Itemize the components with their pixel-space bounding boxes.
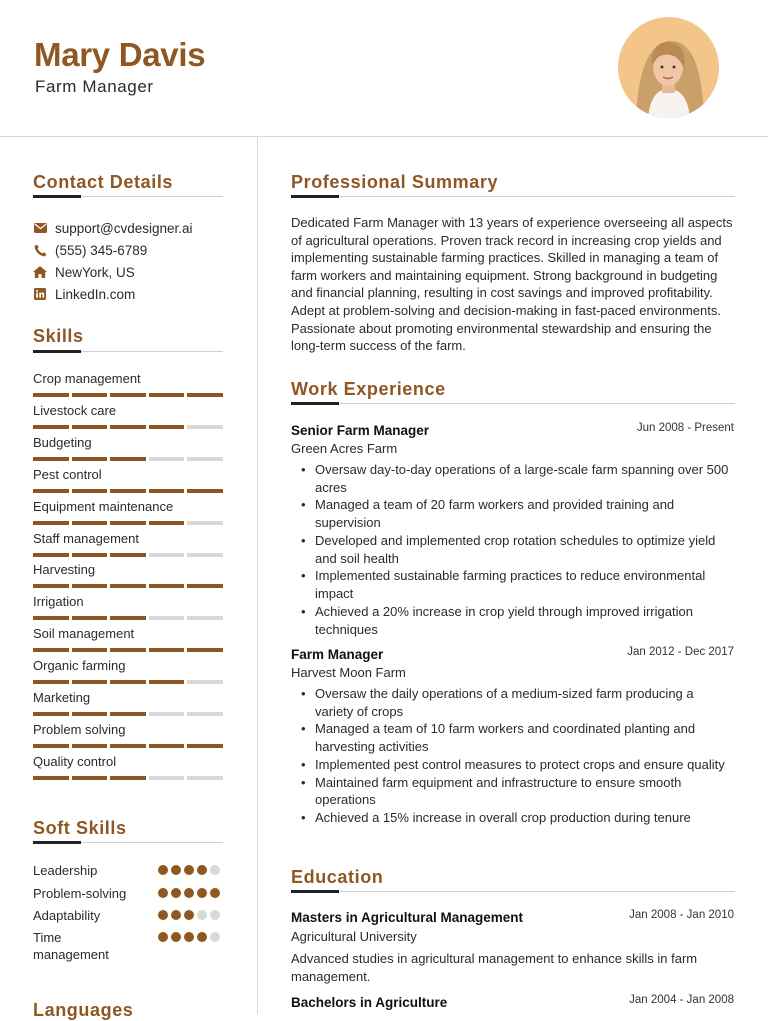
job-title: Senior Farm Manager <box>291 423 430 438</box>
soft-skill-item <box>33 885 223 902</box>
skill-level-segment <box>187 489 223 493</box>
skill-level-bar <box>33 584 223 588</box>
skill-item <box>33 403 223 429</box>
skill-level-segment <box>110 489 146 493</box>
soft-skill-item <box>33 907 223 924</box>
skill-level-segment <box>187 776 223 780</box>
skill-level-segment <box>187 393 223 397</box>
skill-label: Pest control <box>33 467 102 482</box>
skill-level-segment <box>33 584 69 588</box>
soft-skill-label: Time management <box>33 930 109 962</box>
rating-dot <box>197 932 207 942</box>
contact-section-rule <box>33 196 223 197</box>
rating-dot <box>158 932 168 942</box>
skill-level-segment <box>33 489 69 493</box>
skill-level-segment <box>149 616 185 620</box>
rating-dot <box>197 910 207 920</box>
skill-label: Equipment maintenance <box>33 499 174 514</box>
skill-label: Quality control <box>33 754 117 769</box>
job-bullet: • Managed a team of 20 farm workers and provided training and supervision <box>291 496 735 531</box>
skill-label: Organic farming <box>33 658 126 673</box>
contact-location <box>33 263 135 281</box>
skill-level-segment <box>187 553 223 557</box>
skill-level-segment <box>33 712 69 716</box>
education-section-title: Education <box>291 867 384 887</box>
contact-phone-text: (555) 345-6789 <box>55 242 148 258</box>
job-bullet: • Oversaw day-to-day operations of a large-scale farm spanning over 500 acres <box>291 461 735 496</box>
skill-level-segment <box>72 648 108 652</box>
skill-level-segment <box>33 521 69 525</box>
skill-level-segment <box>149 393 185 397</box>
job-bullet: • Implemented pest control measures to protect crops and ensure quality <box>291 756 735 774</box>
rating-dot <box>171 888 181 898</box>
skill-level-segment <box>149 744 185 748</box>
degree-date: Jan 2008 - Jan 2010 <box>629 909 734 921</box>
skill-level-segment <box>149 712 185 716</box>
rating-dot <box>158 865 168 875</box>
skill-level-bar <box>33 712 223 716</box>
contact-linkedin-text: LinkedIn.com <box>55 286 136 302</box>
skill-level-segment <box>149 457 185 461</box>
soft-skill-rating <box>158 888 220 898</box>
skill-level-bar <box>33 393 223 397</box>
skill-level-segment <box>72 744 108 748</box>
skill-level-segment <box>33 457 69 461</box>
skill-level-segment <box>110 712 146 716</box>
contact-phone[interactable] <box>33 241 147 259</box>
soft-skill-rating <box>158 865 220 875</box>
rating-dot <box>210 910 220 920</box>
job-bullet: • Oversaw the daily operations of a medium-sized farm producing a variety of crops <box>291 685 735 720</box>
skill-level-segment <box>110 393 146 397</box>
skill-level-segment <box>33 776 69 780</box>
rating-dot <box>171 910 181 920</box>
skill-level-bar <box>33 521 223 525</box>
skill-level-segment <box>33 425 69 429</box>
job-bullet: • Managed a team of 10 farm workers and coordinated planting and harvesting activities <box>291 720 735 755</box>
soft-skill-label: Adaptability <box>33 908 101 923</box>
skills-section-title: Skills <box>33 326 84 346</box>
skill-level-bar <box>33 489 223 493</box>
skills-section-rule <box>33 351 223 352</box>
rating-dot <box>158 888 168 898</box>
candidate-role: Farm Manager <box>35 77 154 96</box>
soft-skills-section-title: Soft Skills <box>33 818 127 838</box>
school-name: Agricultural University <box>291 929 417 944</box>
skill-level-segment <box>187 744 223 748</box>
soft-skills-section-rule <box>33 842 223 843</box>
skill-level-segment <box>110 584 146 588</box>
skill-level-segment <box>149 425 185 429</box>
summary-section-title: Professional Summary <box>291 172 499 192</box>
skill-item <box>33 626 223 652</box>
summary-section-rule <box>291 196 735 197</box>
skill-level-bar <box>33 616 223 620</box>
rating-dot <box>171 932 181 942</box>
skill-label: Irrigation <box>33 594 84 609</box>
contact-email[interactable] <box>33 219 193 237</box>
skill-level-segment <box>110 425 146 429</box>
skill-item <box>33 562 223 588</box>
skill-level-segment <box>110 680 146 684</box>
skill-level-segment <box>110 744 146 748</box>
job-bullet: • Maintained farm equipment and infrastructure to ensure smooth operations <box>291 774 735 809</box>
job-title: Farm Manager <box>291 647 384 662</box>
job-bullets <box>291 461 735 638</box>
rating-dot <box>171 865 181 875</box>
rating-dot <box>158 910 168 920</box>
skill-level-segment <box>72 393 108 397</box>
skill-level-segment <box>149 489 185 493</box>
skill-level-segment <box>187 616 223 620</box>
skill-level-segment <box>110 616 146 620</box>
job-date: Jun 2008 - Present <box>636 422 734 434</box>
skill-item <box>33 435 223 461</box>
skill-level-segment <box>110 648 146 652</box>
skill-level-segment <box>33 648 69 652</box>
skill-level-bar <box>33 680 223 684</box>
soft-skill-item <box>33 929 223 963</box>
portrait-photo <box>618 17 719 118</box>
contact-email-text: support@cvdesigner.ai <box>55 220 193 236</box>
skill-level-segment <box>149 776 185 780</box>
candidate-name: Mary Davis <box>34 36 206 73</box>
skill-level-segment <box>72 457 108 461</box>
skill-label: Soil management <box>33 626 135 641</box>
skill-level-segment <box>33 680 69 684</box>
resume-header <box>0 0 768 137</box>
skill-level-bar <box>33 553 223 557</box>
languages-section-title: Languages <box>33 1000 134 1020</box>
rating-dot <box>184 910 194 920</box>
skill-level-segment <box>187 457 223 461</box>
rating-dot <box>210 865 220 875</box>
degree-title: Bachelors in Agriculture <box>291 995 448 1010</box>
rating-dot <box>184 865 194 875</box>
home-icon <box>33 265 47 279</box>
skill-label: Budgeting <box>33 435 92 450</box>
job-bullet: • Achieved a 20% increase in crop yield through improved irrigation techniques <box>291 603 735 638</box>
contact-linkedin[interactable] <box>33 285 135 303</box>
skill-label: Problem solving <box>33 722 126 737</box>
skill-level-bar <box>33 457 223 461</box>
rating-dot <box>197 888 207 898</box>
degree-date: Jan 2004 - Jan 2008 <box>629 994 734 1006</box>
skill-level-segment <box>187 425 223 429</box>
rating-dot <box>210 932 220 942</box>
rating-dot <box>184 888 194 898</box>
skill-level-bar <box>33 776 223 780</box>
skill-level-segment <box>110 776 146 780</box>
skill-level-segment <box>72 521 108 525</box>
degree-title: Masters in Agricultural Management <box>291 910 524 925</box>
skill-level-segment <box>72 489 108 493</box>
soft-skill-label: Leadership <box>33 863 98 878</box>
rating-dot <box>197 865 207 875</box>
skill-level-segment <box>33 616 69 620</box>
skill-level-bar <box>33 648 223 652</box>
contact-section-title: Contact Details <box>33 172 174 192</box>
skill-item <box>33 467 223 493</box>
envelope-icon <box>33 221 47 235</box>
skill-level-segment <box>149 680 185 684</box>
job-organization: Green Acres Farm <box>291 441 398 456</box>
skill-level-bar <box>33 425 223 429</box>
skill-item <box>33 531 223 557</box>
skill-item <box>33 658 223 684</box>
skill-label: Staff management <box>33 531 139 546</box>
skill-item <box>33 722 223 748</box>
job-bullets <box>291 685 735 827</box>
phone-icon <box>33 243 47 257</box>
job-date: Jan 2012 - Dec 2017 <box>627 646 734 658</box>
skill-label: Harvesting <box>33 562 96 577</box>
skill-level-segment <box>110 521 146 525</box>
soft-skill-item <box>33 862 223 879</box>
job-bullet: • Implemented sustainable farming practices to reduce environmental impact <box>291 567 735 602</box>
skill-level-segment <box>187 712 223 716</box>
skill-level-segment <box>149 553 185 557</box>
skill-level-bar <box>33 744 223 748</box>
skill-level-segment <box>72 425 108 429</box>
soft-skill-rating <box>158 910 220 920</box>
experience-section-title: Work Experience <box>291 379 446 399</box>
skill-level-segment <box>33 553 69 557</box>
soft-skill-rating <box>158 932 220 942</box>
job-bullet: • Developed and implemented crop rotation schedules to optimize yield and soil health <box>291 532 735 567</box>
skill-level-segment <box>72 584 108 588</box>
skill-item <box>33 499 223 525</box>
skill-level-segment <box>110 553 146 557</box>
skill-level-segment <box>149 648 185 652</box>
soft-skill-label: Problem-solving <box>33 886 127 901</box>
job-bullet: • Achieved a 15% increase in overall crop production during tenure <box>291 809 735 827</box>
experience-section-rule <box>291 403 735 404</box>
rating-dot <box>210 888 220 898</box>
skill-level-segment <box>149 584 185 588</box>
column-divider <box>257 137 258 1014</box>
skill-level-segment <box>187 521 223 525</box>
skill-level-segment <box>72 712 108 716</box>
skill-level-segment <box>187 584 223 588</box>
skill-level-segment <box>33 393 69 397</box>
skill-item <box>33 594 223 620</box>
skill-label: Livestock care <box>33 403 117 418</box>
skill-level-segment <box>149 521 185 525</box>
skill-level-segment <box>33 744 69 748</box>
job-organization: Harvest Moon Farm <box>291 665 406 680</box>
linkedin-icon <box>33 287 47 301</box>
skill-level-segment <box>187 680 223 684</box>
contact-location-text: NewYork, US <box>55 264 135 280</box>
education-section-rule <box>291 891 735 892</box>
degree-description: Advanced studies in agricultural management to enhance skills in farm management. <box>291 951 698 984</box>
skill-level-segment <box>72 776 108 780</box>
skill-item <box>33 371 223 397</box>
skill-level-segment <box>72 616 108 620</box>
skill-item <box>33 690 223 716</box>
skill-label: Crop management <box>33 371 141 386</box>
skill-level-segment <box>187 648 223 652</box>
skill-item <box>33 754 223 780</box>
rating-dot <box>184 932 194 942</box>
summary-text: Dedicated Farm Manager with 13 years of experience overseeing all aspects of agricultural operations. Proven track record in increasing crop yields and implementing sustainable farming practices. Skilled in managing a team of farm workers and maintaining equipment. Strong background in budgeting and financial planning, resulting in cost savings and improved profitability. Adept at problem-solving and decision-making in fast-paced environments. Passionate about promoting environmental stewardship and ensuring the long-term success of the farm. <box>291 215 733 354</box>
skill-level-segment <box>72 553 108 557</box>
skill-label: Marketing <box>33 690 91 705</box>
skill-level-segment <box>72 680 108 684</box>
skill-level-segment <box>110 457 146 461</box>
